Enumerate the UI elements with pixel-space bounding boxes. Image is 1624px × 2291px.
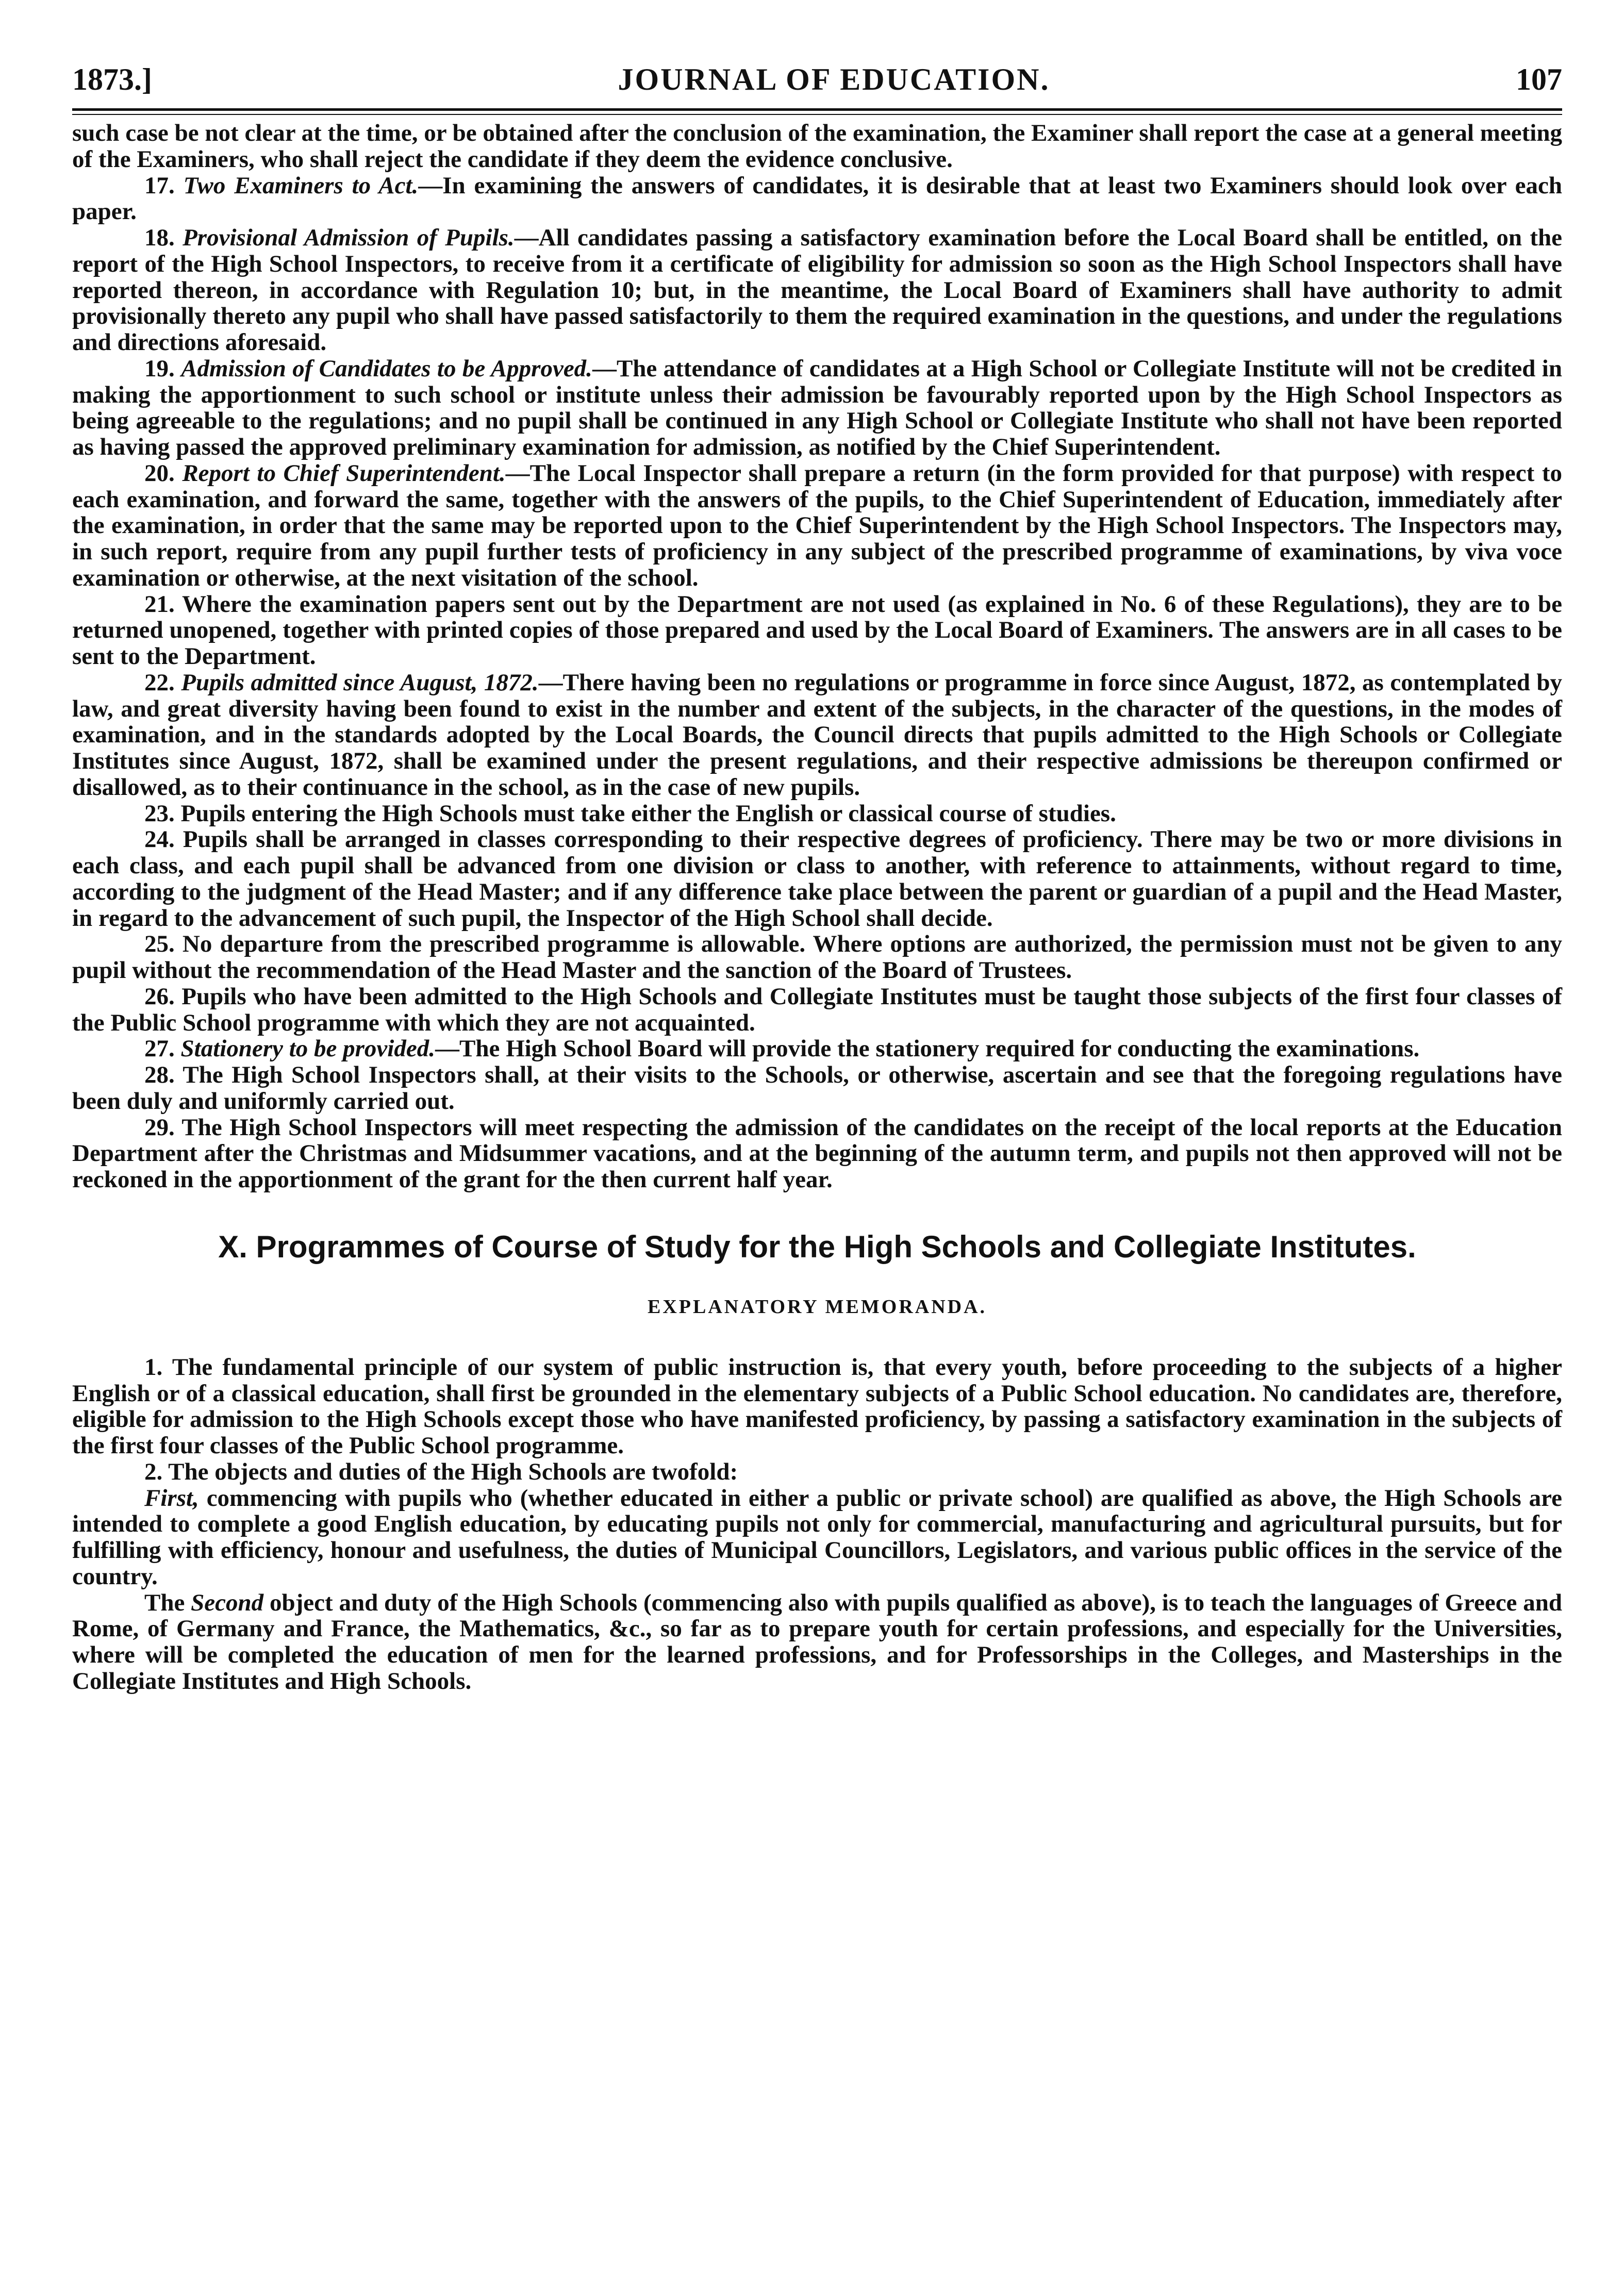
paragraph-body: Pupils shall be arranged in classes corresponding to their respective degrees of proficiency. There may be two or more divisions in each class, and each pupil shall be advanced from one division or class to another, with reference to attainments, without regard to time, according to the judgment of the Head Master; and if any difference take place between the parent or guardian of a pupil and the Head Master, in regard to the advancement of such pupil, the Inspector of the High School shall decide. [72, 826, 1562, 932]
paragraph [72, 826, 1562, 931]
paragraph-body: Pupils who have been admitted to the High Schools and Collegiate Institutes must be taught those subjects of the first four classes of the Public School programme with which they are not acquainted. [72, 983, 1562, 1036]
paragraph-number: 25. [144, 931, 175, 958]
paragraph [72, 173, 1562, 225]
paragraph [72, 591, 1562, 670]
paragraph [72, 1459, 1562, 1485]
paragraph-body: —In examining the answers of candidates, it is desirable that at least two Examiners should look over each paper. [72, 172, 1562, 225]
paragraph-body: The fundamental principle of our system of public instruction is, that every youth, before proceeding to the subjects of a higher English or of a classical education, shall first be grounded in the elementary subjects of a Public School education. No candidates are, therefore, eligible for admission to the High Schools except those who have manifested proficiency, by passing a satisfactory examination in the subjects of the first four classes of the Public School programme. [72, 1353, 1563, 1459]
paragraph-body: —The High School Board will provide the stationery required for conducting the examinations. [435, 1035, 1420, 1063]
paragraph [72, 460, 1562, 591]
paragraph [72, 1062, 1562, 1115]
paragraph-number: 24. [144, 826, 175, 853]
paragraph-number: 1. [144, 1353, 163, 1381]
paragraph [72, 1590, 1562, 1695]
paragraph-title: Report to Chief Superintendent. [182, 459, 506, 487]
paragraph-body: Pupils entering the High Schools must take either the English or classical course of studies. [180, 800, 1116, 827]
paragraph-title: First, [144, 1484, 199, 1512]
paragraph-number: 19. [144, 355, 175, 382]
paragraph [72, 1115, 1562, 1193]
paragraph-number: 27. [144, 1035, 175, 1063]
header-rule [72, 108, 1562, 111]
paragraph [72, 984, 1562, 1036]
paragraph-number: 2. [144, 1458, 163, 1485]
paragraph [72, 1354, 1562, 1459]
paragraph-title: Second [191, 1589, 264, 1616]
regulations-text [72, 120, 1562, 1193]
paragraph-body: The High School Inspectors will meet respecting the admission of the candidates on the receipt of the local reports at the Education Department after the Christmas and Midsummer vacations, and at the beginning of the autumn term, and pupils not then approved will not be reckoned in the apportionment of the grant for the then current half year. [72, 1114, 1562, 1193]
paragraph-body: —All candidates passing a satisfactory examination before the Local Board shall be entitled, on the report of the High School Inspectors, to receive from it a certificate of eligibility for admission so soon as the High School Inspectors shall have reported thereon, in accordance with Regulation 10; but, in the meantime, the Local Board of Examiners shall have authority to admit provisionally thereto any pupil who shall have passed satisfactorily to them the required examination in the questions, and under the regulations and directions aforesaid. [72, 224, 1562, 356]
journal-page [72, 62, 1562, 1695]
paragraph-number: 17. [144, 172, 175, 199]
paragraph-number: 26. [144, 983, 175, 1010]
paragraph-body: The High School Inspectors shall, at their visits to the Schools, or otherwise, ascertain and see that the foregoing regulations have been duly and uniformly carried out. [72, 1061, 1562, 1115]
journal-title: JOURNAL OF EDUCATION. [618, 62, 1050, 96]
paragraph-body: object and duty of the High Schools (commencing also with pupils qualified as above), is to teach the languages of Greece and Rome, of Germany and France, the Mathematics, &c., so far as to prepare youth for certain professions, and especially for the Universities, where will be completed the education of men for the learned professions, and for Professorships in the Colleges, and Masterships in the Collegiate Institutes and High Schools. [72, 1589, 1562, 1695]
paragraph-number: 23. [144, 800, 175, 827]
paragraph-number: 28. [144, 1061, 175, 1088]
paragraph-body: —The Local Inspector shall prepare a return (in the form provided for that purpose) with respect to each examination, and forward the same, together with the answers of the pupils, to the Chief Superintendent of Education, immediately after the examination, in order that the same may be reported upon to the Chief Superintendent by the High School Inspectors. The Inspectors may, in such report, require from any pupil further tests of proficiency in any subject of the prescribed programme of examinations, by viva voce examination or otherwise, at the next visitation of the school. [72, 459, 1562, 591]
paragraph-body: The objects and duties of the High Schools are twofold: [168, 1458, 738, 1485]
paragraph-number: 20. [144, 459, 175, 487]
paragraph-number: 22. [144, 669, 175, 696]
paragraph-body: commencing with pupils who (whether educated in either a public or private school) are qualified as above, the High Schools are intended to complete a good English education, by educating pupils not only for commercial, manufacturing and agricultural pursuits, but for fulfilling with efficiency, honour and usefulness, the duties of Municipal Councillors, Legislators, and various public offices in the service of the country. [72, 1484, 1562, 1590]
paragraph [72, 1485, 1562, 1590]
paragraph-body: —There having been no regulations or programme in force since August, 1872, as contemplated by law, and great diversity having been found to exist in the number and extent of the subjects, in the character of the questions, in the modes of examination, and in the standards adopted by the Local Boards, the Council directs that pupils admitted to the High Schools or Collegiate Institutes since August, 1872, shall be examined under the present regulations, and their respective admissions be thereupon confirmed or disallowed, as to their continuance in the school, as in the case of new pupils. [72, 669, 1563, 801]
paragraph [72, 931, 1562, 984]
paragraph [72, 356, 1562, 460]
section-title: X. Programmes of Course of Study for the High Schools and Collegiate Institutes. [218, 1229, 1416, 1264]
paragraph-body: No departure from the prescribed programme is allowable. Where options are authorized, the permission must not be given to any pupil without the recommendation of the Head Master and the sanction of the Board of Trustees. [72, 931, 1563, 984]
header-year: 1873.] [72, 62, 152, 96]
paragraph-title: Two Examiners to Act. [183, 172, 419, 199]
paragraph-body: —The attendance of candidates at a High School or Collegiate Institute will not be credited in making the apportionment to such school or institute unless their admission be favourably reported upon by the High School Inspectors as being agreeable to the regulations; and no pupil shall be continued in any High School or Collegiate Institute who shall not have been reported as having passed the approved preliminary examination for admission, as notified by the Chief Superintendent. [72, 355, 1563, 460]
paragraph-body: such case be not clear at the time, or be obtained after the conclusion of the examination, the Examiner shall report the case at a general meeting of the Examiners, who shall reject the candidate if they deem the evidence conclusive. [72, 120, 1562, 173]
header-rule-thin [72, 114, 1562, 115]
paragraph [72, 1036, 1562, 1062]
paragraph-title: Pupils admitted since August, 1872. [181, 669, 539, 696]
paragraph-number: The [144, 1589, 185, 1616]
page-number: 107 [1515, 62, 1562, 96]
paragraph [72, 120, 1562, 173]
paragraph-number: 29. [144, 1114, 175, 1141]
paragraph [72, 801, 1562, 827]
paragraph [72, 670, 1562, 801]
paragraph-body: Where the examination papers sent out by the Department are not used (as explained in No. 6 of these Regulations), they are to be returned unopened, together with printed copies of those prepared and used by the Local Board of Examiners. The answers are in all cases to be sent to the Department. [72, 590, 1562, 670]
paragraph-title: Provisional Admission of Pupils. [183, 224, 515, 251]
paragraph-number: 18. [144, 224, 175, 251]
paragraph-title: Stationery to be provided. [180, 1035, 435, 1063]
running-header [72, 62, 1562, 104]
paragraph [72, 225, 1562, 356]
paragraph-title: Admission of Candidates to be Approved. [181, 355, 592, 382]
memoranda-text [72, 1354, 1562, 1695]
memoranda-heading: EXPLANATORY MEMORANDA. [647, 1296, 987, 1318]
paragraph-number: 21. [144, 590, 175, 618]
